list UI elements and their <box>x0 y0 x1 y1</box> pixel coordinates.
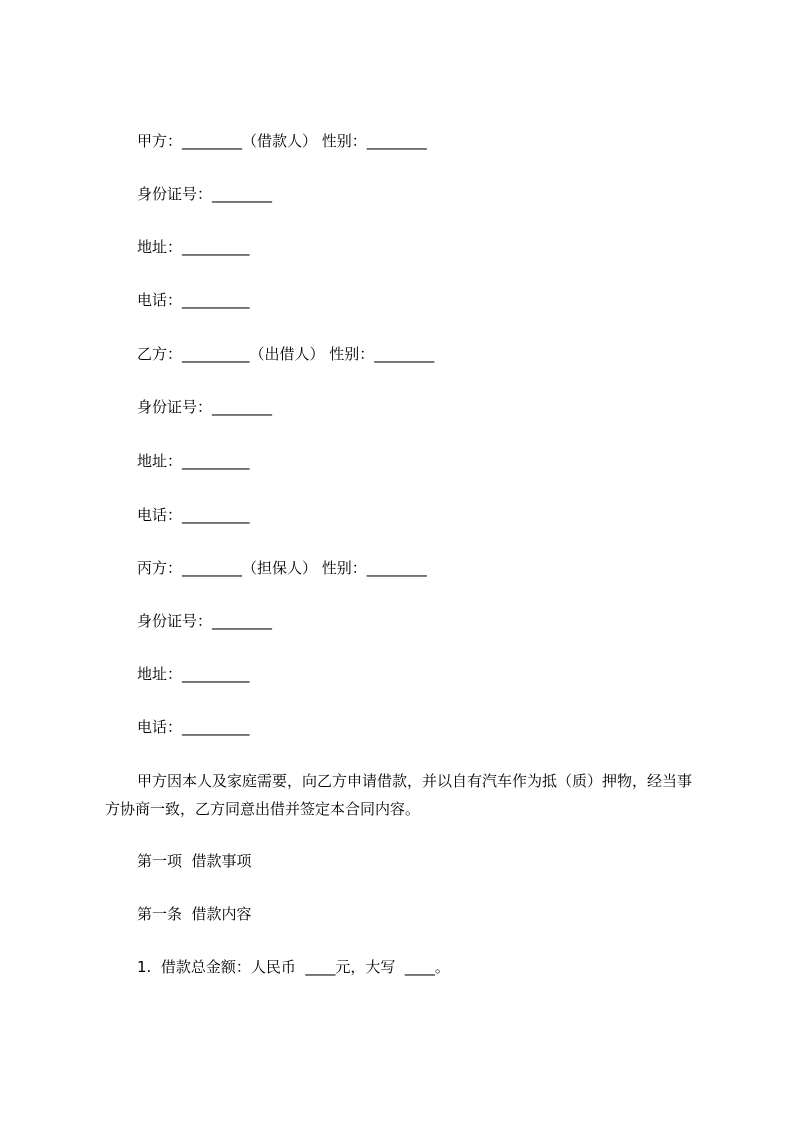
party-a-address: 地址：_________ <box>137 238 250 256</box>
party-b-address: 地址：_________ <box>137 452 250 470</box>
party-a-id-number: 身份证号：________ <box>137 185 273 203</box>
party-c-address: 地址：_________ <box>137 665 250 683</box>
party-c-line: 丙方：________（担保人） 性别：________ <box>137 559 427 577</box>
party-b-phone: 电话：_________ <box>137 506 250 524</box>
party-c-id-number: 身份证号：________ <box>137 612 273 630</box>
party-a-phone: 电话：_________ <box>137 291 250 309</box>
article-title: 第一条 借款内容 <box>137 905 252 923</box>
clause-loan-amount: 1. 借款总金额：人民币 ____元，大写 ____。 <box>137 958 450 976</box>
preamble-paragraph: 甲方因本人及家庭需要，向乙方申请借款，并以自有汽车作为抵（质）押物，经当事方协商一致，乙方同意出借并签定本合同内容。 <box>105 772 693 818</box>
party-c-phone: 电话：_________ <box>137 718 250 736</box>
party-a-line: 甲方：________（借款人） 性别：________ <box>137 132 427 150</box>
party-b-id-number: 身份证号：________ <box>137 398 273 416</box>
section-item-title: 第一项 借款事项 <box>137 852 252 870</box>
party-b-line: 乙方：_________（出借人） 性别：________ <box>137 345 435 363</box>
